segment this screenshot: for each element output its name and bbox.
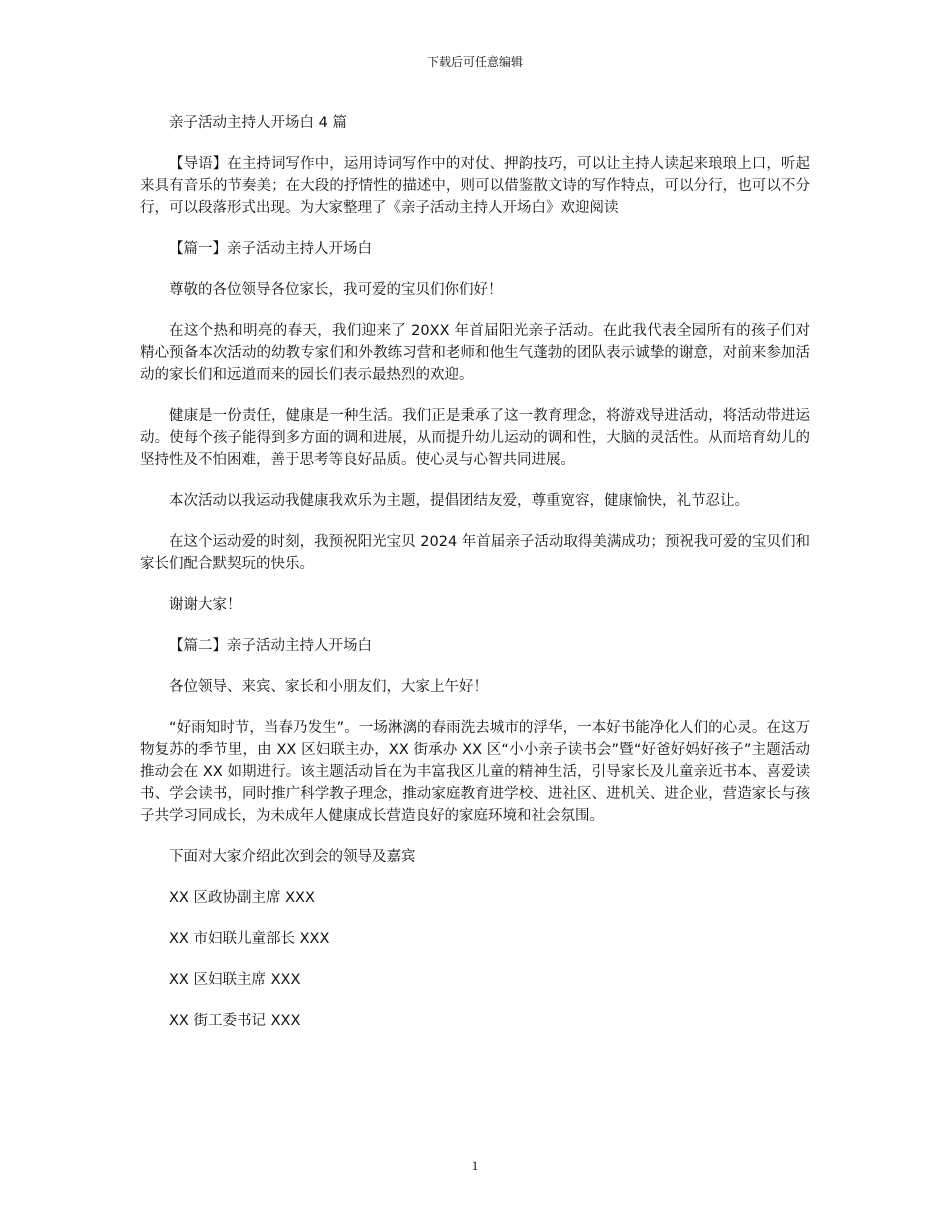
- section-heading-1: 【篇一】亲子活动主持人开场白: [169, 241, 372, 257]
- guest-item: XX 区妇联主席 XXX: [169, 972, 301, 988]
- page-header: 下载后可任意编辑: [426, 55, 523, 69]
- paragraph: 下面对大家介绍此次到会的领导及嘉宾: [169, 849, 416, 865]
- paragraph: “好雨知时节，当春乃发生”。一场淋漓的春雨洗去城市的浮华，一本好书能净化人们的心灵。在这万物复苏的季节里，由 XX 区妇联主办，XX 街承办 XX 区“小小亲子读书会”暨“好爸好妈好孩子”主题活动推动会在 XX 如期进行。该主题活动旨在为丰富我区儿童的精神生活，引导家长及儿童亲近书本、喜爱读书、学会读书，同时推广科学教子理念，推动家庭教育进学校、进社区、进机关、进企业，营造家长与孩子共学习同成长，为未成年人健康成长营造良好的家庭环境和社会氛围。: [140, 720, 810, 824]
- paragraph: 本次活动以我运动我健康我欢乐为主题，提倡团结友爱，尊重宽容，健康愉快，礼节忍让。: [169, 493, 749, 509]
- paragraph-intro: 【导语】在主持词写作中，运用诗词写作中的对仗、押韵技巧，可以让主持人读起来琅琅上口，听起来具有音乐的节奏美；在大段的抒情性的描述中，则可以借鉴散文诗的写作特点，可以分行，也可以不分行，可以段落形式出现。为大家整理了《亲子活动主持人开场白》欢迎阅读: [140, 156, 810, 216]
- page-number: 1: [471, 1158, 479, 1173]
- document-title: 亲子活动主持人开场白 4 篇: [169, 115, 347, 131]
- paragraph: 各位领导、来宾、家长和小朋友们，大家上午好！: [169, 679, 488, 695]
- paragraph: 尊敬的各位领导各位家长，我可爱的宝贝们你们好！: [169, 282, 503, 298]
- guest-item: XX 市妇联儿童部长 XXX: [169, 931, 330, 947]
- paragraph: 谢谢大家！: [169, 597, 242, 613]
- document-body: [140, 112, 810, 1051]
- guest-item: XX 街工委书记 XXX: [169, 1013, 301, 1029]
- paragraph: 健康是一份责任，健康是一种生活。我们正是秉承了这一教育理念，将游戏导进活动，将活动带进运动。使每个孩子能得到多方面的调和进展，从而提升幼儿运动的调和性，大脑的灵活性。从而培育幼儿的坚持性及不怕困难，善于思考等良好品质。使心灵与心智共同进展。: [140, 408, 810, 468]
- paragraph: 在这个运动爱的时刻，我预祝阳光宝贝 2024 年首届亲子活动取得美满成功；预祝我可爱的宝贝们和家长们配合默契玩的快乐。: [140, 534, 810, 572]
- paragraph: 在这个热和明亮的春天，我们迎来了 20XX 年首届阳光亲子活动。在此我代表全园所有的孩子们对精心预备本次活动的幼教专家们和外教练习营和老师和他生气蓬勃的团队表示诚挚的谢意，对前来参加活动的家长们和远道而来的园长们表示最热烈的欢迎。: [140, 323, 810, 383]
- section-heading-2: 【篇二】亲子活动主持人开场白: [169, 638, 372, 654]
- guest-item: XX 区政协副主席 XXX: [169, 890, 315, 906]
